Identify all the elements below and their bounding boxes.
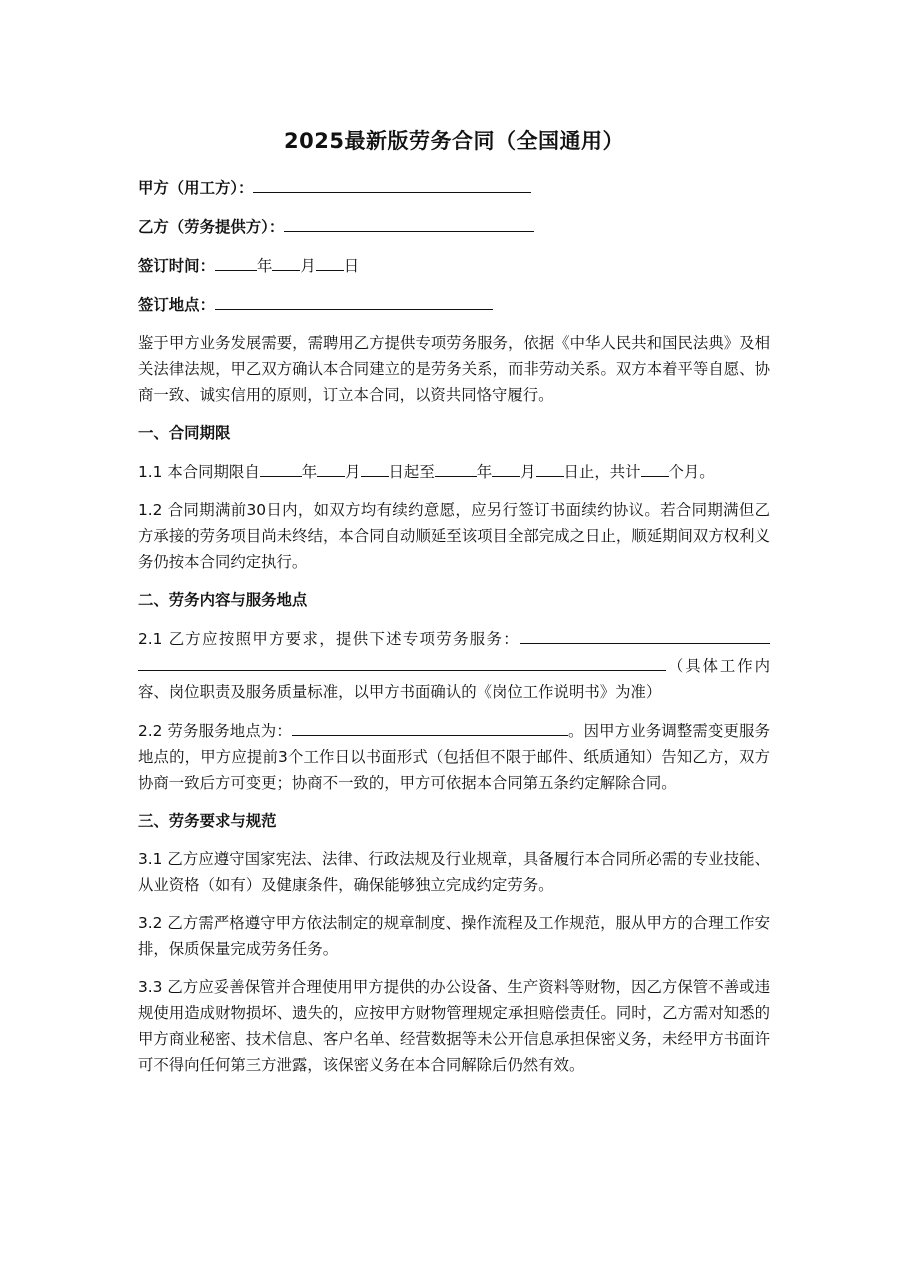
clause-1-1-text-d: 日起至 <box>388 463 435 481</box>
document-title: 2025最新版劳务合同（全国通用） <box>284 129 624 153</box>
party-a-blank[interactable] <box>253 174 531 193</box>
sign-year-blank[interactable] <box>215 252 257 271</box>
service-content-blank-2[interactable] <box>138 652 666 671</box>
party-a-field <box>138 174 770 201</box>
party-b-field <box>138 213 770 240</box>
clause-3-3: 3.3 乙方应妥善保管并合理使用甲方提供的办公设备、生产资料等财物，因乙方保管不善或违规使用造成财物损坏、遗失的，应按甲方财物管理规定承担赔偿责任。同时，乙方需对知悉的甲方商业秘密、技术信息、客户名单、经营数据等未公开信息承担保密义务，未经甲方书面许可不得向任何第三方泄露，该保密义务在本合同解除后仍然有效。 <box>138 978 770 1074</box>
day-unit: 日 <box>343 257 360 275</box>
clause-2-1-text-b: （具体工作内容、岗位职责及服务质量标准，以甲方书面确认的《岗位工作说明书》为准） <box>138 657 770 701</box>
clause-1-1-text-h: 个月。 <box>668 463 715 481</box>
clause-2-2 <box>138 717 770 796</box>
start-month-blank[interactable] <box>317 458 345 477</box>
total-months-blank[interactable] <box>641 458 669 477</box>
clause-1-1-text-b: 年 <box>301 463 318 481</box>
sign-time-label: 签订时间： <box>138 257 215 275</box>
party-b-blank[interactable] <box>284 213 534 232</box>
end-month-blank[interactable] <box>492 458 520 477</box>
start-year-blank[interactable] <box>260 458 302 477</box>
clause-2-1 <box>138 625 770 705</box>
year-unit: 年 <box>256 257 273 275</box>
sign-place-label: 签订地点： <box>138 296 215 314</box>
start-day-blank[interactable] <box>361 458 389 477</box>
end-year-blank[interactable] <box>435 458 477 477</box>
clause-2-2-text-a: 2.2 劳务服务地点为： <box>138 722 292 740</box>
section-1-heading: 一、合同期限 <box>138 424 231 442</box>
clause-2-1-text-a: 2.1 乙方应按照甲方要求，提供下述专项劳务服务： <box>138 630 520 648</box>
clause-3-1: 3.1 乙方应遵守国家宪法、法律、行政法规及行业规章，具备履行本合同所必需的专业技能、从业资格（如有）及健康条件，确保能够独立完成约定劳务。 <box>138 850 770 894</box>
clause-1-1-text-a: 1.1 本合同期限自 <box>138 463 260 481</box>
clause-2-2-text-b: 。因甲方业务调整需变更服务地点的，甲方应提前3个工作日以书面形式（包括但不限于邮件、纸质通知）告知乙方，双方协商一致后方可变更；协商不一致的，甲方可依据本合同第五条约定解除合同。 <box>138 722 770 792</box>
service-content-blank-1[interactable] <box>520 625 770 644</box>
section-2-heading: 二、劳务内容与服务地点 <box>138 591 308 609</box>
service-location-blank[interactable] <box>292 717 568 736</box>
clause-1-1 <box>138 458 770 485</box>
document-body <box>138 124 770 1090</box>
sign-place-blank[interactable] <box>215 291 493 310</box>
sign-month-blank[interactable] <box>272 252 300 271</box>
end-day-blank[interactable] <box>536 458 564 477</box>
clause-1-1-text-g: 日止，共计 <box>563 463 641 481</box>
month-unit: 月 <box>300 257 316 275</box>
preamble-paragraph: 鉴于甲方业务发展需要，需聘用乙方提供专项劳务服务，依据《中华人民共和国民法典》及相关法律法规，甲乙双方确认本合同建立的是劳务关系，而非劳动关系。双方本着平等自愿、协商一致、诚实信用的原则，订立本合同，以资共同恪守履行。 <box>138 334 770 404</box>
sign-time-field <box>138 252 770 279</box>
section-3-heading: 三、劳务要求与规范 <box>138 812 277 830</box>
party-a-label: 甲方（用工方）： <box>138 179 254 197</box>
clause-3-2: 3.2 乙方需严格遵守甲方依法制定的规章制度、操作流程及工作规范，服从甲方的合理工作安排，保质保量完成劳务任务。 <box>138 914 770 958</box>
clause-1-2: 1.2 合同期满前30日内，如双方均有续约意愿，应另行签订书面续约协议。若合同期满但乙方承接的劳务项目尚未终结，本合同自动顺延至该项目全部完成之日止，顺延期间双方权利义务仍按本合同约定执行。 <box>138 501 770 571</box>
sign-day-blank[interactable] <box>316 252 344 271</box>
sign-place-field <box>138 291 770 318</box>
clause-1-1-text-c: 月 <box>345 463 361 481</box>
clause-1-1-text-e: 年 <box>476 463 493 481</box>
party-b-label: 乙方（劳务提供方）： <box>138 218 285 236</box>
clause-1-1-text-f: 月 <box>520 463 536 481</box>
